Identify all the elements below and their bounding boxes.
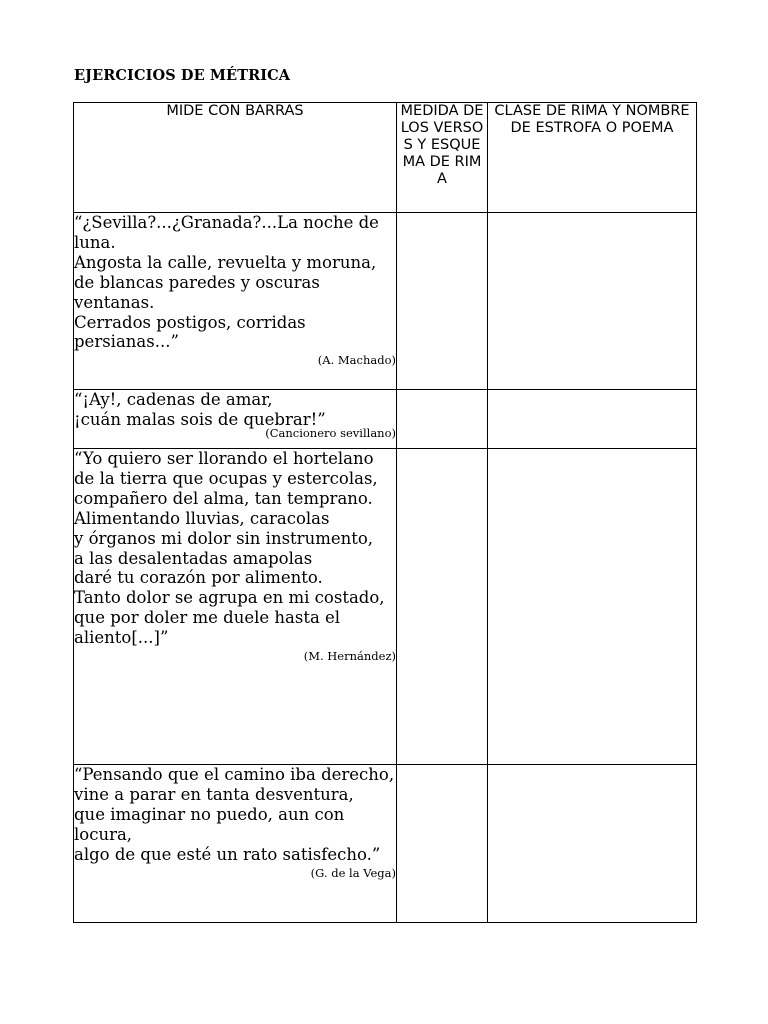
table-row bbox=[74, 213, 697, 390]
answer-cell-medida[interactable] bbox=[397, 390, 488, 449]
answer-cell-clase[interactable] bbox=[488, 449, 697, 765]
verse-line: ¡cuán malas sois de quebrar!” bbox=[74, 409, 326, 429]
verse-line: “Yo quiero ser llorando el hortelano bbox=[74, 449, 374, 468]
verse-line: y órganos mi dolor sin instrumento, bbox=[74, 528, 374, 548]
answer-cell-clase[interactable] bbox=[488, 390, 697, 449]
verse-line: de la tierra que ocupas y estercolas, bbox=[74, 468, 378, 488]
exercise-table bbox=[73, 102, 697, 923]
verse-line: algo de que esté un rato satisfecho.” bbox=[74, 844, 381, 864]
header-medida-esquema bbox=[397, 103, 488, 213]
verse-line: vine a parar en tanta desventura, bbox=[74, 784, 354, 804]
poem-cell-machado bbox=[74, 213, 397, 390]
verse-line: Alimentando lluvias, caracolas bbox=[74, 508, 330, 528]
document-title: EJERCICIOS DE MÉTRICA bbox=[74, 67, 291, 84]
poem-author: (G. de la Vega) bbox=[310, 865, 396, 880]
verse-line: “¿Sevilla?...¿Granada?...La noche de luna. bbox=[74, 213, 379, 252]
poem-cell-cancionero bbox=[74, 390, 397, 449]
verse-line: de blancas paredes y oscuras ventanas. bbox=[74, 272, 320, 312]
verse-line: que imaginar no puedo, aun con locura, bbox=[74, 804, 345, 844]
answer-cell-medida[interactable] bbox=[397, 449, 488, 765]
table-row bbox=[74, 765, 697, 923]
poem-author: (A. Machado) bbox=[317, 353, 396, 368]
verse-line: Tanto dolor se agrupa en mi costado, bbox=[74, 588, 385, 608]
poem-author: (M. Hernández) bbox=[303, 649, 396, 664]
answer-cell-medida[interactable] bbox=[397, 213, 488, 390]
verse-line: Angosta la calle, revuelta y moruna, bbox=[74, 252, 377, 272]
header-row bbox=[74, 103, 697, 213]
answer-cell-clase[interactable] bbox=[488, 765, 697, 923]
verse-line: compañero del alma, tan temprano. bbox=[74, 488, 373, 508]
header-medida-esquema-text: MEDIDA DE LOS VERSOS Y ESQUEMA DE RIMA bbox=[400, 103, 484, 187]
header-mide-con-barras: MIDE CON BARRAS bbox=[74, 103, 397, 213]
poem-cell-garcilaso bbox=[74, 765, 397, 923]
header-clase-rima-estrofa bbox=[488, 103, 697, 213]
answer-cell-medida[interactable] bbox=[397, 765, 488, 923]
verse-line: “Pensando que el camino iba derecho, bbox=[74, 765, 395, 784]
verse-line: daré tu corazón por alimento. bbox=[74, 568, 323, 588]
poem-author: (Cancionero sevillano) bbox=[265, 425, 396, 440]
table-row bbox=[74, 449, 697, 765]
answer-cell-clase[interactable] bbox=[488, 213, 697, 390]
verse-line: a las desalentadas amapolas bbox=[74, 548, 313, 568]
header-clase-rima-text: CLASE DE RIMA Y NOMBRE DE ESTROFA O POEMA bbox=[494, 103, 690, 136]
poem-cell-hernandez bbox=[74, 449, 397, 765]
table-row bbox=[74, 390, 697, 449]
verse-line: “¡Ay!, cadenas de amar, bbox=[74, 390, 273, 409]
verse-line: que por doler me duele hasta el aliento[...]” bbox=[74, 608, 341, 648]
verse-line: Cerrados postigos, corridas persianas...” bbox=[74, 312, 306, 352]
